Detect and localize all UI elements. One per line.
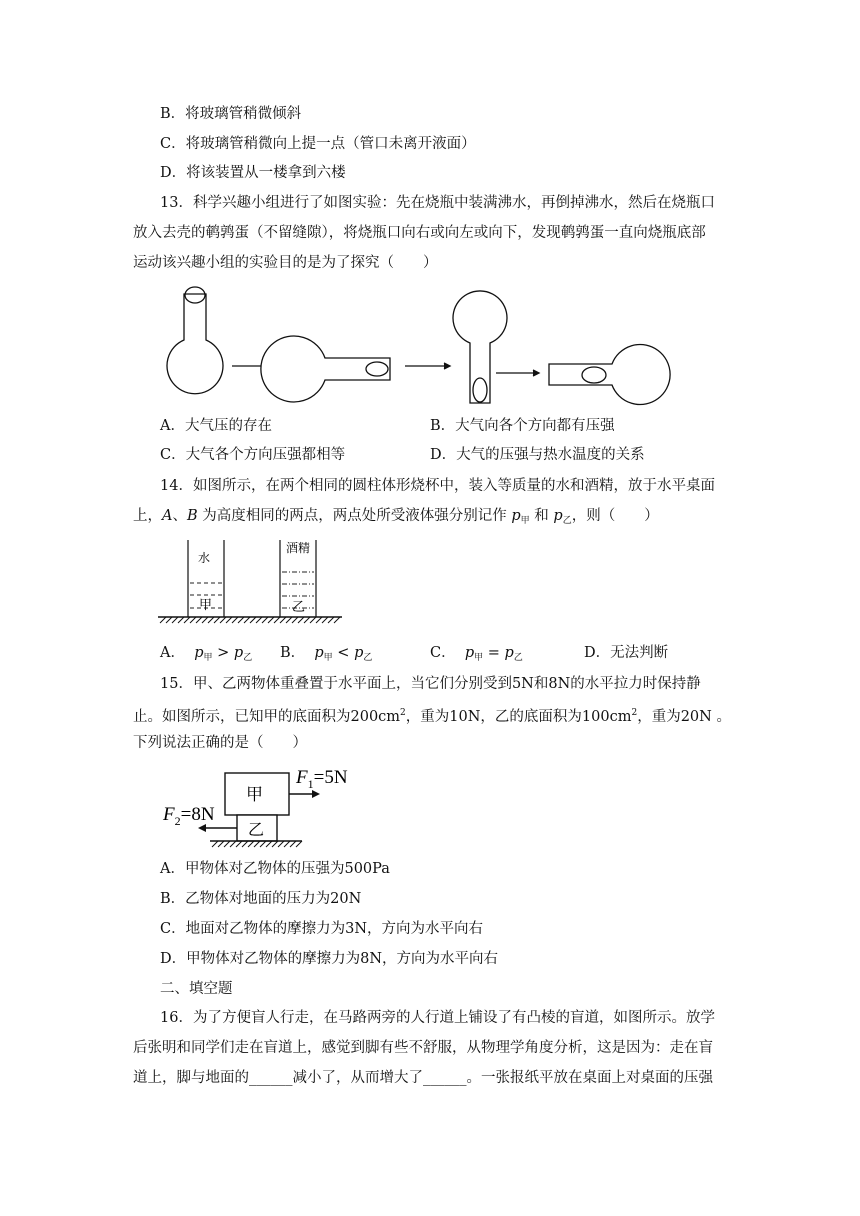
q13-stem-line2: 放入去壳的鹌鹑蛋（不留缝隙），将烧瓶口向右或向左或向下，发现鹌鹑蛋一直向烧瓶底部 xyxy=(133,225,706,241)
q12-option-d: D．将该装置从一楼拿到六楼 xyxy=(160,165,346,181)
q14-option-b: B． $p_甲 < p_乙$ xyxy=(280,645,373,663)
q14-stem-line1: 14．如图所示，在两个相同的圆柱体形烧杯中，装入等质量的水和酒精，放于水平桌面 xyxy=(160,478,715,494)
q16-stem-line3: 道上，脚与地面的______减小了，从而增大了______。一张报纸平放在桌面上对桌面的压强 xyxy=(133,1070,713,1086)
q13-option-b: B．大气向各个方向都有压强 xyxy=(430,418,615,434)
q14-option-c: C． $p_甲 = p_乙$ xyxy=(430,645,523,663)
q12-option-b: B．将玻璃管稍微倾斜 xyxy=(160,106,302,122)
q13-stem-line3: 运动该兴趣小组的实验目的是为了探究（ ） xyxy=(133,255,438,271)
q13-option-d: D．大气的压强与热水温度的关系 xyxy=(430,447,645,463)
point-b-label: B xyxy=(186,508,198,524)
q16-stem-line1: 16．为了方便盲人行走，在马路两旁的人行道上铺设了有凸棱的盲道，如图所示。放学 xyxy=(160,1010,715,1026)
q15-option-b: B．乙物体对地面的压力为20N xyxy=(160,891,362,907)
force-f2-label: $F_2=8N$ xyxy=(163,804,215,828)
q12-option-c: C．将玻璃管稍微向上提一点（管口未离开液面） xyxy=(160,136,476,152)
point-a-label: A xyxy=(162,508,173,524)
block-jia-label: 甲 xyxy=(246,785,263,805)
point-yi-label: 乙 xyxy=(292,600,306,615)
block-yi-label: 乙 xyxy=(248,820,265,839)
q15-stem-line2: 止。如图所示，已知甲的底面积为$200cm^2$，重为10N，乙的底面积为$100cm^2$，重为20N 。 xyxy=(133,708,731,725)
force-f1-label: $F_1=5N$ xyxy=(296,767,348,791)
q14-option-a: A． $p_甲 > p_乙$ xyxy=(160,645,253,663)
q15-stem-line1: 15．甲、乙两物体重叠置于水平面上，当它们分别受到5N和8N的水平拉力时保持静 xyxy=(160,676,701,692)
q15-option-a: A．甲物体对乙物体的压强为500Pa xyxy=(160,861,390,877)
section-heading: 二、填空题 xyxy=(160,981,233,997)
water-label: 水 xyxy=(198,551,211,565)
q14-stem-line2: 上，A、B 为高度相同的两点，两点处所受液体强分别记作 $p_甲$ 和 $p_乙$，则（ ） xyxy=(133,508,659,526)
q15-option-d: D．甲物体对乙物体的摩擦力为8N，方向为水平向右 xyxy=(160,951,499,967)
q14-option-d: D．无法判断 xyxy=(584,645,669,661)
q13-option-a: A．大气压的存在 xyxy=(160,418,272,434)
q15-option-c: C．地面对乙物体的摩擦力为3N，方向为水平向右 xyxy=(160,921,484,937)
q13-stem-line1: 13．科学兴趣小组进行了如图实验：先在烧瓶中装满沸水，再倒掉沸水，然后在烧瓶口 xyxy=(160,195,715,211)
alcohol-label: 酒精 xyxy=(286,541,311,555)
point-jia-label: 甲 xyxy=(199,598,213,613)
q15-stem-line3: 下列说法正确的是（ ） xyxy=(133,735,307,751)
q13-option-c: C．大气各个方向压强都相等 xyxy=(160,447,346,463)
q16-stem-line2: 后张明和同学们走在盲道上，感觉到脚有些不舒服，从物理学角度分析，这是因为：走在盲 xyxy=(133,1040,713,1056)
